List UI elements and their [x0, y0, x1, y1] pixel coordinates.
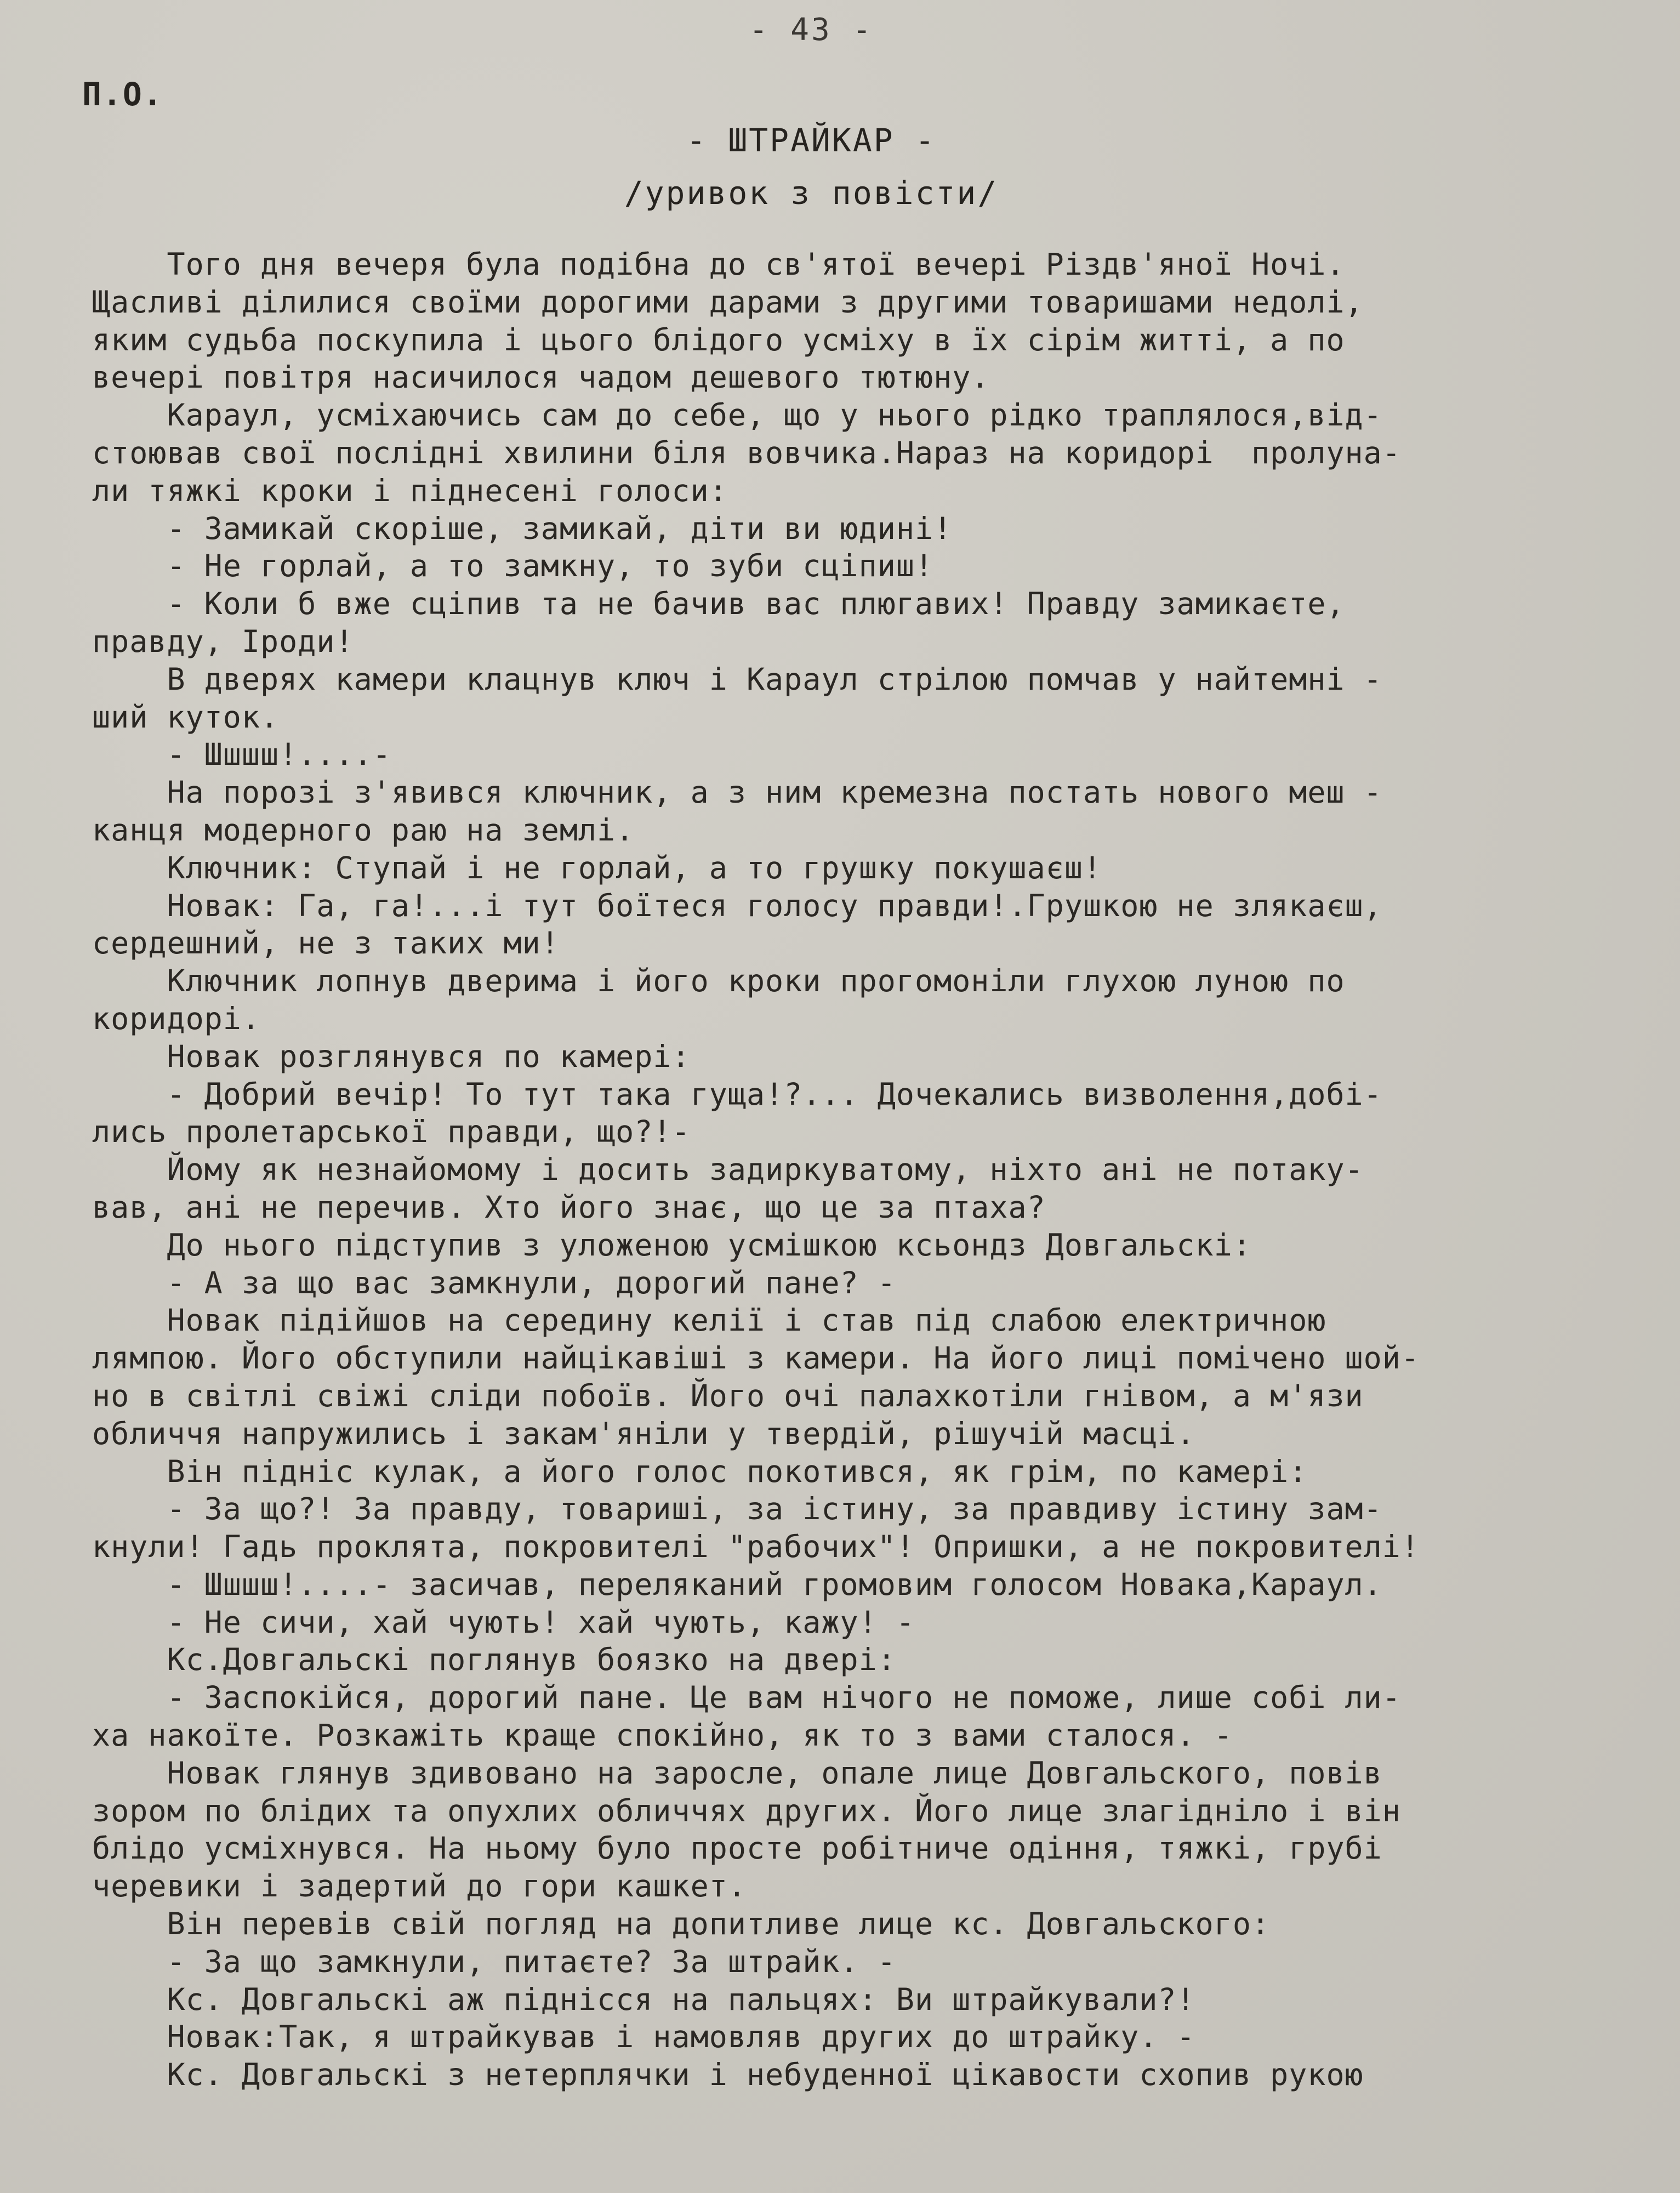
- text-line: - Не горлай, а то замкну, то зуби сціпиш!: [92, 548, 934, 584]
- story-title: - ШТРАЙКАР -: [686, 122, 936, 159]
- text-line: - А за що вас замкнули, дорогий пане? -: [92, 1265, 896, 1300]
- text-line: кнули! Гадь проклята, покровителі "рабочих"! Опришки, а не покровителі!: [92, 1529, 1420, 1565]
- text-line: но в світлі свіжі сліди побоїв. Його очі палахкотіли гнівом, а м'язи: [92, 1378, 1364, 1413]
- text-line: - Замикай скоріше, замикай, діти ви юдині!: [92, 510, 953, 546]
- text-line: лись пролетарської правди, що?!-: [92, 1114, 691, 1150]
- text-line: лямпою. Його обступили найцікавіші з камери. На його лиці помічено шой-: [92, 1340, 1420, 1376]
- text-line: Караул, усміхаючись сам до себе, що у нього рідко траплялося,від-: [92, 397, 1382, 433]
- text-line: Він підніс кулак, а його голос покотився, як грім, по камері:: [92, 1453, 1308, 1489]
- text-line: До нього підступив з уложеною усмішкою ксьондз Довгальскі:: [92, 1227, 1251, 1263]
- page-number: - 43 -: [749, 12, 874, 48]
- author-initials: П.О.: [82, 76, 163, 113]
- text-line: Він перевів свій погляд на допитливе лице кс. Довгальского:: [92, 1906, 1271, 1942]
- text-line: черевики і задертий до гори кашкет.: [92, 1868, 747, 1904]
- text-line: Новак глянув здивовано на зарослe, опале лице Довгальского, повів: [92, 1755, 1382, 1791]
- text-line: В дверях камери клацнув ключ і Караул стрілою помчав у найтемні -: [92, 661, 1382, 697]
- text-line: Кс. Довгальскі з нетерплячки і небуденної цікавости схопив рукою: [92, 2057, 1364, 2093]
- text-line: Того дня вечеря була подібна до св'ятої вечері Різдв'яної Ночі.: [92, 247, 1345, 282]
- text-line: Йому як незнайомому і досить задиркуватому, ніхто ані не потаку-: [92, 1152, 1364, 1188]
- text-line: блідо усміхнувся. На ньому було просте робітниче одіння, тяжкі, грубі: [92, 1831, 1382, 1866]
- text-line: зором по блідих та опухлих обличчях других. Його лице злагідніло і він: [92, 1793, 1401, 1828]
- text-line: канця модерного раю на землі.: [92, 812, 635, 848]
- text-line: Кс.Довгальскі поглянув боязко на двері:: [92, 1642, 896, 1678]
- text-line: Кс. Довгальскі аж піднісся на пальцях: Ви штрайкували?!: [92, 1981, 1195, 2017]
- text-line: сердешний, не з таких ми!: [92, 925, 560, 961]
- text-line: яким судьба поскупила і цього блідого усміху в їх сірім житті, а по: [92, 322, 1345, 357]
- text-line: вав, ані не перечив. Хто його знає, що це за птаха?: [92, 1189, 1046, 1225]
- text-line: ха накоїте. Розкажіть краще спокійно, як то з вами сталося. -: [92, 1718, 1233, 1753]
- text-line: На порозі з'явився ключник, а з ним кремезна постать нового меш -: [92, 775, 1382, 810]
- text-line: - Не сичи, хай чують! хай чують, кажу! -: [92, 1604, 915, 1640]
- text-line: вечері повітря насичилося чадом дешевого тютюну.: [92, 360, 990, 395]
- text-line: - Заспокійся, дорогий пане. Це вам нічого не поможе, лише собі ли-: [92, 1680, 1401, 1715]
- text-line: - Шшшш!....- засичав, переляканий громовим голосом Новака,Караул.: [92, 1566, 1382, 1602]
- text-line: - За що?! За правду, товариші, за істину, за правдиву істину зам-: [92, 1491, 1382, 1527]
- text-line: - За що замкнули, питаєте? За штрайк. -: [92, 1944, 896, 1979]
- body-text: [92, 246, 1610, 2094]
- text-line: Новак розглянувся по камері:: [92, 1038, 691, 1074]
- text-line: обличчя напружились і закам'яніли у твердій, рішучій масці.: [92, 1416, 1195, 1451]
- text-line: коридорі.: [92, 1001, 261, 1036]
- text-line: Щасливі ділилися своїми дорогими дарами з другими товаришами недолі,: [92, 284, 1364, 320]
- text-line: Ключник лопнув дверима і його кроки прогомоніли глухою луною по: [92, 963, 1345, 999]
- text-line: Новак: Га, га!...і тут боїтеся голосу правди!.Грушкою не злякаєш,: [92, 888, 1382, 923]
- text-line: - Добрий вечір! То тут така гуща!?... Дочекались визволення,добі-: [92, 1076, 1382, 1112]
- text-line: - Шшшш!....-: [92, 737, 391, 772]
- text-line: Новак підійшов на середину келії і став під слабою електричною: [92, 1303, 1326, 1338]
- text-line: - Коли б вже сціпив та не бачив вас плюгавих! Правду замикаєте,: [92, 586, 1345, 622]
- story-subtitle: /уривок з повісти/: [624, 174, 999, 212]
- text-line: ший куток.: [92, 699, 280, 735]
- text-line: стоював свої послідні хвилини біля вовчика.Нараз на коридорі пролуна-: [92, 435, 1401, 470]
- text-line: правду, Іроди!: [92, 623, 354, 659]
- text-line: Новак:Так, я штрайкував і намовляв других до штрайку. -: [92, 2019, 1195, 2055]
- text-line: Ключник: Ступай і не горлай, а то грушку покушаєш!: [92, 850, 1102, 885]
- text-line: ли тяжкі кроки і піднесені голоси:: [92, 473, 728, 508]
